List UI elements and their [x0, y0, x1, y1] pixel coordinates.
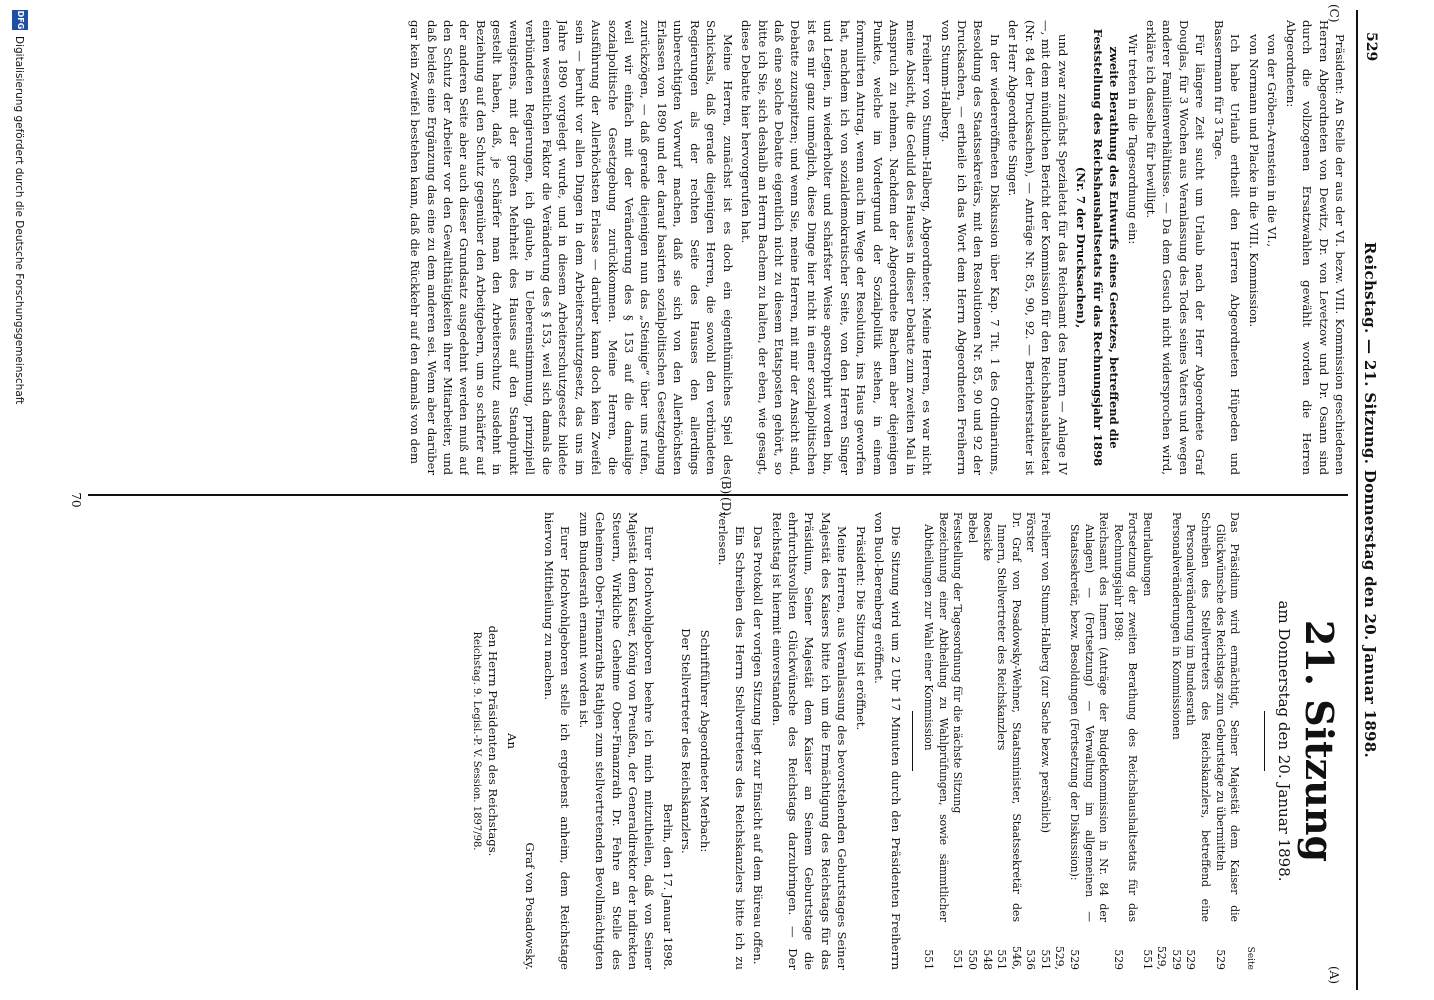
paragraph: Für längere Zeit sucht um Urlaub nach der Herr Abgeordnete Graf Douglas, für 3 Wochen aus Veranlassung des Todes seines Vaters und wegen anderer Familienverhältnisse. — Da dem Gesuch nicht widersprochen wird, erkläre ich dasselbe für bewilligt. — [1144, 20, 1208, 475]
paragraph: Wir treten in die Tagesordnung ein: — [1125, 34, 1140, 245]
toc-entry — [1037, 512, 1066, 970]
toc-entry — [964, 512, 979, 970]
paragraph: von der Gröben-Arenstein in die VI., — [1265, 34, 1280, 248]
divider-rule — [912, 711, 913, 771]
toc-entry-text: Das Präsidium wird ermächtigt, Seiner Majestät dem Kaiser die Glückwünsche des Reichstags zum Geburtstage zu übermitteln — [1213, 512, 1242, 922]
paragraph: Der Stellvertreter des Reichskanzlers. — [679, 628, 694, 854]
toc-entry — [1110, 512, 1139, 970]
margin-marker-b: (B) — [719, 476, 733, 495]
paragraph: Meine Herren, zunächst ist es doch ein eigenthümliches Spiel des Schicksals, daß gerade diejenigen Herren, die sowohl den verbündeten Regierungen als der rechten Seite des Hauses den allerdings unberechtigten Vorwurf machen, daß sie sich von den Allerhöchsten Erlassen von 1890 und der darauf basirten sozialpolitischen Gesetzgebung zurückzögen, — daß gerade diejenigen nun das „Steinige“ über uns rufen, weil wir einfach mit der Veränderung des § 153 auf die damalige sozialpolitische Gesetzgebung zurückkommen. Meine Herren, die Ausführung der Allerhöchsten Erlasse — darüber kann doch kein Zweifel sein — beruht vor allen Dingen in dem Arbeiterschutzgesetz, das uns im Jahre 1890 vorgelegt wurde, und in diesem Arbeiterschutzgesetz bildete einen wesentlichen Faktor die Veränderung des § 153, weil sich damals die verbündeten Regierungen, ich glaube, in Uebereinstimmung, prinzipiell wenigstens, mit der großen Mehrheit des Hauses auf den Standpunkt gestellt haben, daß, je schärfer man den Arbeiterschutz ausdehnt in Beziehung auf den Schutz gegenüber den Arbeitgebern, um so schärfer auf der anderen Seite aber auch dieser Grundsatz ausgedehnt werden muß auf den Schutz der Arbeiter vor den Gewaltthätigkeiten ihrer Mitarbeiter, und daß beides eine Ergänzung das eine zu dem anderen sei. Wenn aber darüber gar kein Zweifel bestehen kann, daß die Rückkehr auf den damals von dem — [408, 20, 735, 475]
letter-date: Berlin, den 17. Januar 1898. — [660, 803, 675, 970]
paragraph: Ein Schreiben des Herrn Stellvertreters des Reichskanzlers bitte ich zu verlesen. — [716, 512, 747, 970]
column-right — [88, 20, 1348, 475]
toc-entry-text: Beurlaubungen — [1140, 512, 1154, 597]
paragraph: Präsident: An Stelle der aus der VI. bezw. VIII. Kommission geschiedenen Herren Abgeordneten von Dewitz, Dr. von Levetzow und Dr. Osann sind durch die vollzogenen Ersatzwahlen gewählt worden die Herren Abgeordneten: — [1283, 20, 1347, 475]
divider-rule — [1264, 711, 1265, 771]
paragraph: Freiherr von Stumm-Halberg, Abgeordneter: Meine Herren, es war nicht meine Absicht, die Geduld des Hauses in dieser Debatte zum zweiten Mal in Anspruch zu nehmen. Nachdem der Abgeordnete Bachem aber diejenigen Punkte, welche im Vordergrund der Sozialpolitik stehen, in einem formulirten Antrag, wenn auch im Wege der Resolution, ins Haus geworfen hat, nachdem ich von sozialdemokratischer Seite, von den Herren Singer und Legien, in wiederholter und schärfster Weise apostrophirt worden bin, ist es mir ganz unmöglich, diese Dinge hier nicht in einer sozialpolitischen Debatte zuzuspitzen; und wenn Sie, meine Herren, mit mir der Ansicht sind, daß eine solche Debatte eigentlich nicht zu diesem Etatsposten gehört, so bitte ich Sie, sich deshalb an Herrn Bachem zu halten, der eben, wie gesagt, diese Debatte hier hervorgerufen hat. — [739, 20, 935, 475]
toc-entry — [921, 512, 950, 970]
toc-entry-page: 546, 551 — [995, 945, 1023, 970]
session-title: 21. Sitzung — [1297, 619, 1342, 863]
toc-entry-page: 529 — [1067, 949, 1081, 970]
footnote: Reichstag. 9. Legisl.-P. V. Session. 1897/98. — [470, 631, 482, 851]
toc-entry — [1183, 512, 1212, 970]
letter-request: Eurer Hochwohlgeboren stelle ich ergebenst anheim, dem Reichstage hiervon Mittheilung zu machen. — [541, 512, 573, 970]
paragraph: von Normann und Placke in die VIII. Kommission. — [1246, 34, 1261, 328]
letter-body: Eurer Hochwohlgeboren beehre ich mich mitzutheilen, daß von Seiner Majestät dem Kaiser, König von Preußen, der Generaldirektor der indirekten Steuern, Wirkliche Geheime Ober-Finanzrath Dr. Fehre an Stelle des Geheimen Ober-Finanzraths Rathjen zum stellvertretenden Bevollmächtigten zum Bundesrath ernannt worden ist. — [576, 512, 657, 970]
toc-entry-page: 551 — [922, 949, 936, 970]
paragraph: zweite Berathung des Entwurfs eines Gesetzes, betreffend die Feststellung des Reichshaushaltsetats für das Rechnungsjahr 1898 (Nr. 7 der Drucksachen), — [1074, 28, 1122, 467]
table-of-contents — [921, 512, 1241, 970]
toc-entry-page: 550 — [966, 949, 980, 970]
toc-entry — [950, 512, 965, 970]
toc-entry-page: 529 — [1213, 949, 1227, 970]
toc-entry-page: 536 — [1024, 949, 1038, 970]
opening-paragraphs — [678, 512, 904, 970]
page-header — [1356, 10, 1386, 990]
toc-entry-text: Bebel — [966, 512, 980, 544]
running-title: Reichstag. — 21. Sitzung. Donnerstag den 20. Januar 1898. — [1361, 241, 1379, 759]
toc-entry — [979, 512, 994, 970]
toc-entry-text: Bezeichnung einer Abtheilung zu Wahlprüfungen, sowie sämmtlicher Abtheilungen zur Wahl einer Kommission — [922, 512, 950, 922]
toc-entry — [1066, 512, 1110, 970]
toc-entry — [1023, 512, 1038, 970]
paragraph: In der wiedereröffneten Diskussion über Kap. 7 Tit. 1 des Ordinariums, Besoldung des Staatssekretärs, mit den Resolutionen Nr. 85, 90 und 92 der Drucksachen, — ertheile ich das Wort dem Herrn Abgeordneten Freiherrn von Stumm-Halberg. — [938, 20, 1002, 475]
session-date: am Donnerstag den 20. Januar 1898. — [1275, 600, 1294, 882]
address-to: An — [504, 733, 519, 749]
toc-entry-text: Dr. Graf von Posadowsky-Wehner, Staatsminister, Staatssekretär des Innern, Stellvertreter des Reichskanzlers — [995, 512, 1023, 922]
paragraph: Präsident: Die Sitzung ist eröffnet. — [853, 526, 868, 731]
address-line: den Herrn Präsidenten des Reichstags. — [486, 625, 501, 857]
toc-entry-text: Förster — [1024, 512, 1038, 552]
paragraph: und zwar zunächst Spezialetat für das Reichsamt des Innern — Anlage IV —, mit dem mündlichen Bericht der Kommission für den Reichshaushaltsetat (Nr. 84 der Drucksachen), — Anträge Nr. 85, 90, 92. — Berichterstatter ist der Herr Abgeordnete Singer. — [1006, 20, 1070, 475]
proceedings-text — [407, 20, 1348, 475]
toc-entry-text: Roesicke — [980, 512, 994, 561]
dfg-logo: DFG — [12, 10, 28, 30]
toc-entry-text: Fortsetzung der zweiten Berathung des Reichshaushaltsetats für das Rechnungsjahr 1898: — [1111, 512, 1140, 922]
toc-entry-text: Personalveränderungen in Kommissionen — [1169, 512, 1183, 740]
toc-page-header: Seite — [1244, 946, 1255, 970]
toc-entry — [1168, 512, 1183, 970]
paragraph: Das Protokoll der vorigen Sitzung liegt zur Einsicht auf dem Büreau offen. — [751, 526, 766, 965]
margin-marker-d: (D) — [719, 497, 733, 516]
paragraph: Ich habe Urlaub ertheilt den Herren Abgeordneten Hüpeden und Bassermann für 3 Tage. — [1211, 20, 1243, 475]
toc-entry-page: 529 — [1169, 949, 1183, 970]
toc-entry-page: 551 — [951, 949, 965, 970]
toc-entry — [1212, 512, 1241, 970]
paragraph: Schriftführer Abgeordneter Merbach: — [697, 629, 712, 853]
toc-entry — [994, 512, 1023, 970]
page-number: 529 — [1363, 32, 1379, 62]
toc-entry-page: 529 — [1184, 949, 1198, 970]
toc-entry-text: Schreiben des Stellvertreters des Reichskanzlers, betreffend eine Personalveränderung im Bundesrath — [1184, 512, 1213, 922]
toc-entry — [1139, 512, 1168, 970]
margin-marker-c: (C) — [1327, 4, 1341, 23]
letter-signature: Graf von Posadowsky. — [523, 842, 538, 970]
column-divider — [88, 494, 1348, 496]
funding-footer — [8, 8, 30, 993]
toc-entry-page: 548 — [980, 949, 994, 970]
toc-entry-page: 529 — [1111, 949, 1125, 970]
toc-entry-page: 529, 551 — [1140, 945, 1169, 970]
paragraph: Meine Herren, aus Veranlassung des bevorstehenden Geburtstages Seiner Majestät des Kaisers bitte ich um die Ermächtigung des Reichstags für das Präsidium, Seiner Majestät dem Kaiser an Seinem Geburtstage die ehrfurchtsvollsten Glückwünsche des Reichstags darzubringen. — Der Reichstag ist hiermit einverstanden. — [769, 512, 850, 970]
toc-entry-text: Reichsamt des Innern (Anträge der Budgetkommission in Nr. 84 der Anlagen) — (Fortsetzung) — Verwaltung im allgemeinen — Staatssekretär, bezw. Besoldungen (Fortsetzung der Diskussion): — [1067, 512, 1111, 922]
signature-mark: 70 — [69, 492, 83, 508]
paragraph: Die Sitzung wird um 2 Uhr 17 Minuten durch den Präsidenten Freiherrn von Buol-Berenberg eröffnet. — [872, 512, 903, 970]
toc-entry-page: 529, 551 — [1038, 945, 1067, 970]
margin-marker-a: (A) — [1327, 966, 1341, 985]
funding-note: Digitalisierung gefördert durch die Deutsche Forschungsgemeinschaft — [13, 36, 25, 405]
toc-entry-text: Freiherr von Stumm-Halberg (zur Sache bezw. persönlich) — [1038, 512, 1052, 833]
column-left — [88, 512, 1348, 970]
toc-entry-text: Feststellung der Tagesordnung für die nächste Sitzung — [951, 512, 965, 814]
